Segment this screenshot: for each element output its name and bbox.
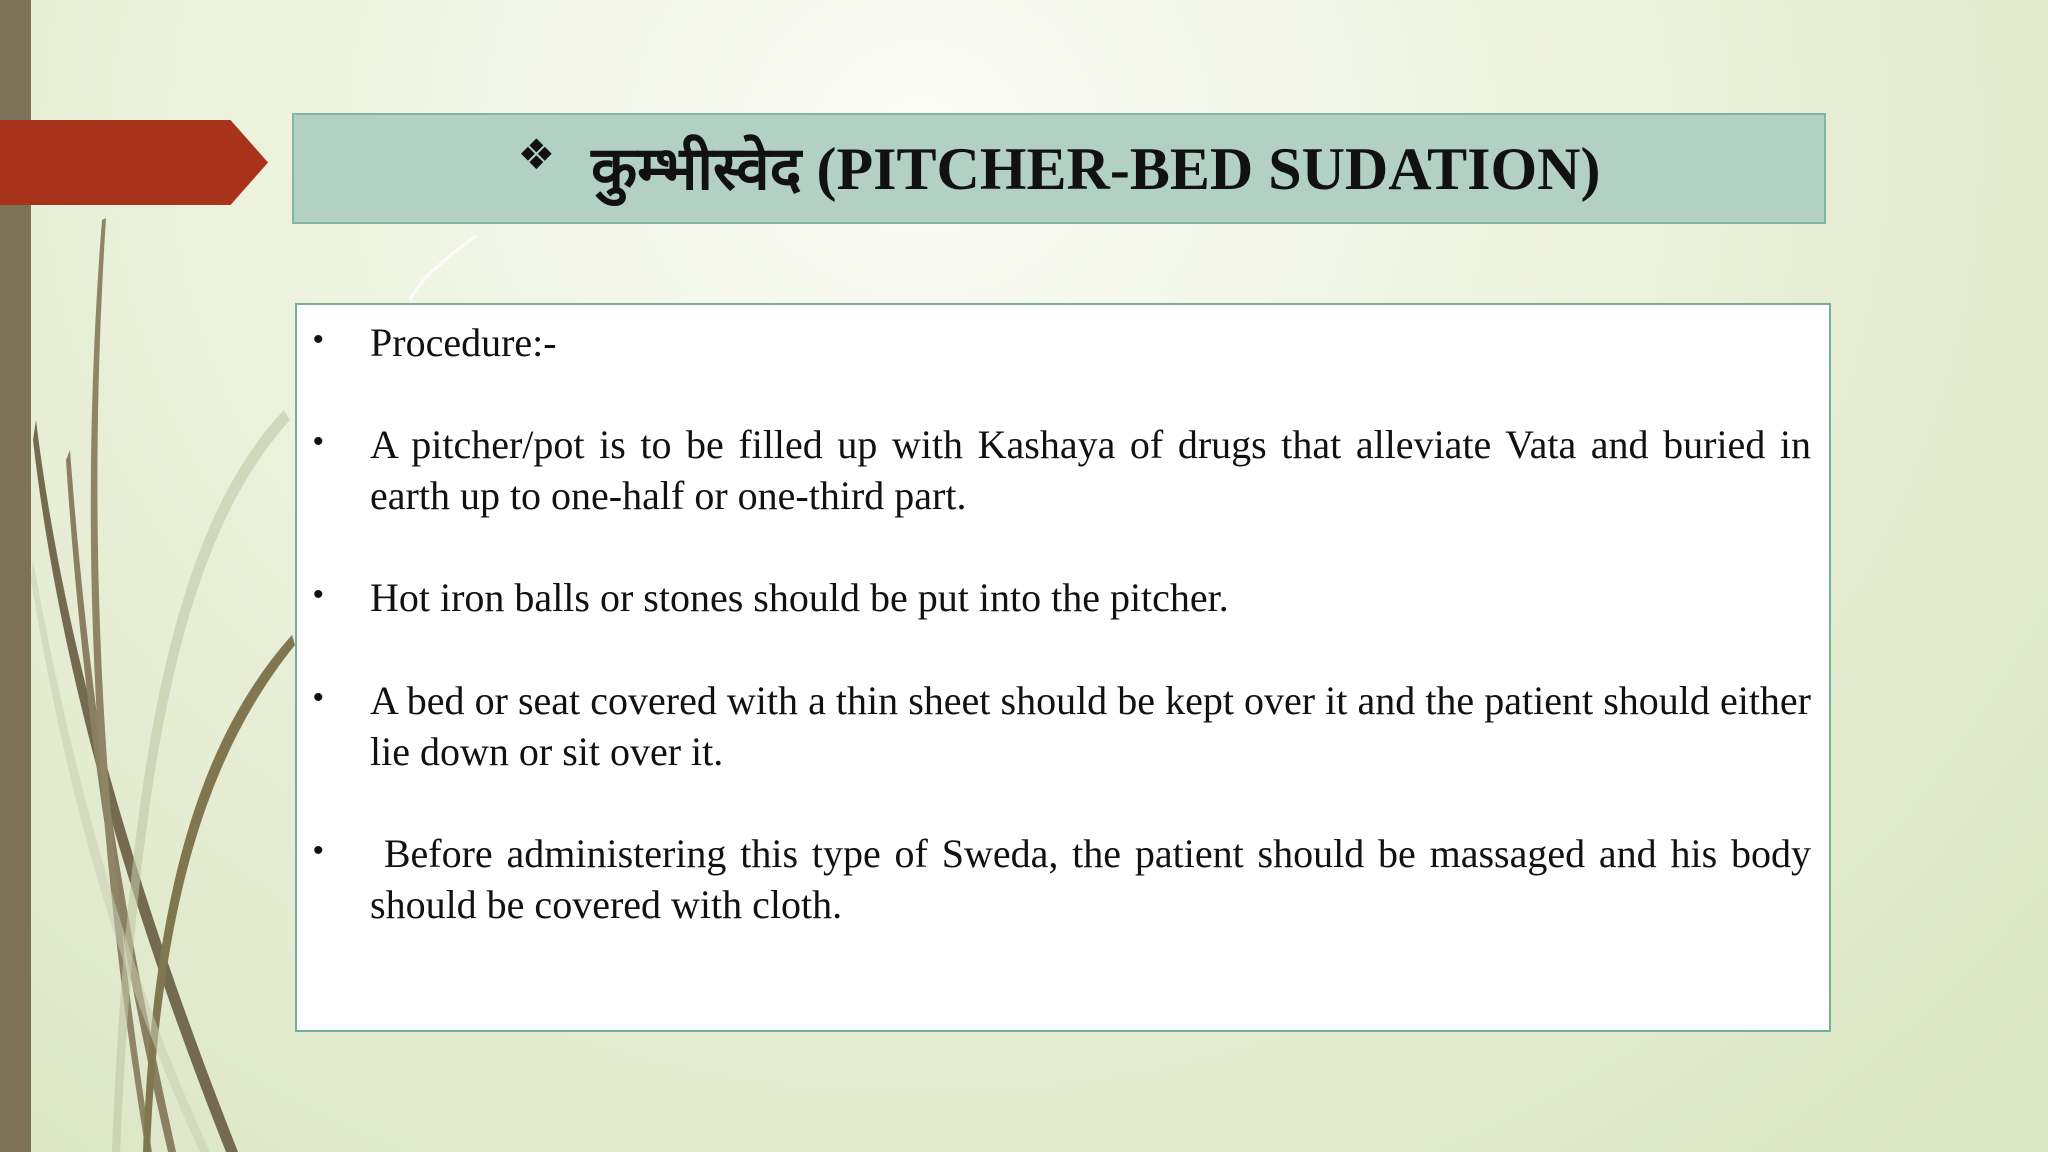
slide-title-box xyxy=(292,113,1826,224)
bullet-text: A bed or seat covered with a thin sheet should be kept over it and the patient should either lie down or sit over it. xyxy=(370,678,1811,774)
bullet-dot-icon: • xyxy=(313,323,324,356)
bullet-text: Procedure:- xyxy=(370,320,557,365)
bullet-dot-icon: • xyxy=(313,578,324,611)
bullet-dot-icon: • xyxy=(313,425,324,458)
content-box xyxy=(295,303,1831,1032)
slide-title-text: कुम्भीस्वेद (PITCHER-BED SUDATION) xyxy=(591,135,1601,202)
bullet-text: A pitcher/pot is to be filled up with Kashaya of drugs that alleviate Vata and buried in earth up to one-half or one-third part. xyxy=(370,422,1811,518)
bullet-text: Hot iron balls or stones should be put into the pitcher. xyxy=(370,575,1229,620)
diamond-bullet-icon: ❖ xyxy=(517,129,556,179)
bullet-dot-icon: • xyxy=(313,681,324,714)
bullet-text: Before administering this type of Sweda, the patient should be massaged and his body should be covered with cloth. xyxy=(370,831,1811,927)
slide-title xyxy=(517,129,1601,202)
bullet-dot-icon: • xyxy=(313,834,324,867)
title-accent-arrow xyxy=(0,120,268,205)
